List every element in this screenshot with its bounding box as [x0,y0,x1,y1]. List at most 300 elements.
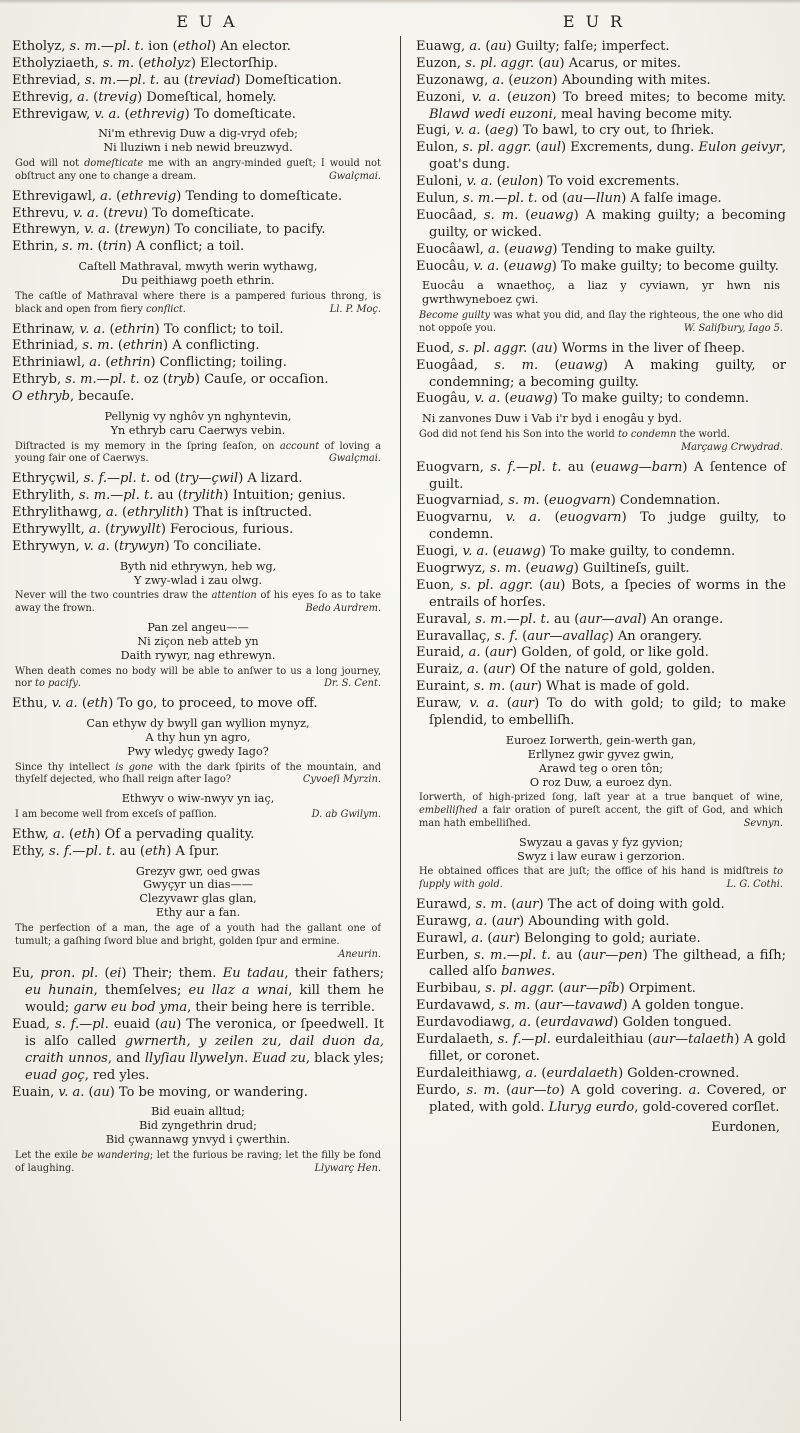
verse-line: Pellynig vy nghôv yn nghyntevin, [104,409,292,423]
text-run: ( [120,106,130,122]
verse-line: Du peithiawg poeth ethrin. [121,274,275,288]
verse-line: Can ethyw dy bwyll gan wyllion mynyz, [86,716,310,730]
dictionary-entry [416,998,786,1015]
text-run: aur—tavawd [539,998,623,1014]
text-run: Euawg, [416,39,470,54]
text-run: Euogi, [416,544,463,560]
text-run: ei [109,966,122,982]
text-run: Euogvarn, [416,459,491,475]
text-run: ) Electorſhip. [190,55,278,71]
dictionary-entry [416,56,786,73]
text-run: a. [100,188,113,204]
verse-line: Y zwy-wlad i zau olwg. [133,573,263,587]
citation-author: Llywarç Hen. [314,1162,381,1174]
verse-line: Pwy wledyç gwedy Iago? [127,744,269,758]
dictionary-entry [416,1032,786,1066]
text-run: aur—to [511,1082,560,1098]
text-run: s. m. [494,357,539,373]
text-run: s. m. [466,1082,500,1098]
dictionary-entry [12,1085,384,1102]
text-run: Eulun, [416,191,464,207]
text-run: Ethriniad, [12,338,83,354]
text-run: au—llun [567,191,622,207]
text-run: Ethryçwil, [12,471,84,487]
dictionary-entry [416,1015,786,1032]
text-run: Eurdo, [416,1082,467,1098]
verse-line: Erllynez gwir gyvez gwin, [527,747,675,761]
dictionary-entry [12,471,384,488]
text-run: domeſticate [84,158,144,170]
text-run: attention [211,590,257,602]
text-run: au ( [561,459,596,475]
dictionary-entry [416,897,786,914]
text-run: ( [521,560,531,576]
text-run: ) To make guilty, to condemn. [540,544,736,560]
text-run: Eurawl, [416,930,472,946]
text-run: account [279,440,320,452]
text-run: to condemn [617,429,677,441]
text-run: ( [517,628,528,644]
text-run: Euad zu [252,1050,306,1066]
translation-gloss [419,866,783,891]
text-run: v. a. [473,258,500,274]
citation-author: Marçawg Crwydrad. [681,441,783,453]
text-run: Eurben, [416,947,474,963]
text-run: ( [84,1084,94,1100]
left-column [12,39,399,1181]
dictionary-entry [416,914,786,931]
text-run: aur [511,696,535,712]
text-run: Euogrwyz, [416,560,490,576]
text-run: ) Domeſtical, homely. [137,89,277,105]
text-run: me with an angry-minded gueſt; I would not obſtruct any one to change a dream. [15,158,381,182]
dictionary-entry [416,1066,786,1083]
text-run: s. f.—pl. [55,1016,109,1032]
text-run: ) Worms in the liver of ſheep. [552,340,746,356]
text-run: of his eyes ſo as to take away the frown. [15,590,381,615]
verse-line: Bid çwannawg ynvyd i çwerthin. [105,1133,291,1147]
verse-quotation [12,127,384,155]
text-run: ) Domeſtication. [235,72,342,88]
text-run: Etholyz, [12,39,70,54]
text-run: Eurdaleithiawg, [416,1065,526,1081]
citation-author: W. Saliſbury, Iago 5. [683,322,783,334]
text-run: garw eu bod yma [73,1000,188,1016]
translation-gloss [419,310,783,335]
text-run: Euod, [416,340,459,356]
citation-author: Ll. P. Moç. [329,303,381,315]
text-run: ) To breed mites; to become mity. [551,89,786,105]
text-run: ( [93,239,103,255]
text-run: euawg [509,241,553,257]
text-run: Euraid, [416,645,469,661]
text-run: ethrylith [127,505,184,520]
citation-author: Bedo Aurdrem. [305,603,381,615]
text-run: v. a. [471,89,501,105]
text-run: ) Ferocious, furious. [160,521,294,537]
text-run: . [499,879,503,891]
text-run: euawg [508,258,552,274]
text-run: ) What is made of gold. [536,679,690,695]
text-run: ( [500,391,510,407]
text-run: ) To make guilty; to condemn. [552,391,750,407]
text-run: v. a. [84,222,111,238]
verse-line: Ni lluziwn i neb newid breuzwyd. [103,141,293,155]
text-run: I am become well from exceſs of paſſion. [15,808,217,820]
text-run: ( [88,89,99,105]
text-run: ) A ſpur. [166,843,220,859]
text-run: Euzonawg, [416,72,493,88]
dictionary-entry [12,539,384,556]
text-run: ) A conflict; a toil. [126,239,245,255]
text-run: , goat's dung. [429,140,787,173]
dictionary-entry [12,505,384,522]
text-run: ( [480,645,490,661]
text-run: ) Conflicting; toiling. [150,355,287,371]
text-run: Euon, [416,577,461,593]
text-run: Eurawg, [416,913,476,929]
text-run: . [551,964,556,980]
text-run: ( [77,696,87,712]
text-run: euawg [530,207,574,223]
citation-author: Gwalçmai. [328,453,381,465]
translation-gloss [15,1150,381,1175]
text-run: s. m.—pl. t. [463,191,538,207]
text-run: s. pl. aggr. [485,981,555,997]
text-run: God will not [15,158,85,170]
text-run: aur [489,645,513,661]
text-run: v. a. [51,696,78,712]
text-run: Ethrylithawg, [12,505,107,520]
text-run: ( [100,521,111,537]
text-run: aeg [489,123,514,139]
verse-line: O roz Duw, a euroez dyn. [529,775,673,789]
text-run: s. m. [475,896,507,912]
text-run: ( [487,913,497,929]
text-run: s. m. [62,239,94,255]
verse-line: Swyzau a gavas y fyz gyvion; [518,835,684,849]
text-run: ) An orangery. [608,628,702,644]
text-run: , meal having become mity. [552,106,733,122]
text-run: ) Tending to domeſticate. [176,188,343,204]
text-run: , becauſe. [69,389,135,405]
page-header-left: EUA [176,12,246,31]
text-run: llyſiau llywelyn [144,1050,245,1066]
text-run: banwes [501,964,552,980]
dictionary-entry [12,189,384,206]
text-run: ( [101,355,111,371]
text-run: O ethryb [12,389,70,405]
verse-line: Bid zyngethrin drud; [139,1119,257,1133]
text-run: trin [102,239,127,255]
text-run: Etholyziaeth, [12,55,103,71]
text-run: ) A falſe image. [621,191,722,207]
text-run: od ( [537,191,568,207]
translation-gloss [15,666,381,691]
text-run: s. f.—pl. [497,1032,551,1048]
text-run: Ethrevig, [12,89,78,105]
text-run: ( [492,174,502,190]
text-run: Euocâawl, [416,241,489,257]
text-run: Ethrevigaw, [12,106,95,122]
text-run: aur—avallaç [527,628,609,644]
text-run: ( [98,966,110,982]
text-run: is gone [115,761,154,773]
text-run: v. a. [79,321,106,337]
text-run: ) Guiltineſs, guilt. [573,560,690,576]
text-run: ethrin [110,355,151,371]
text-run: ) Golden tongued. [613,1015,732,1031]
text-run: ) To conflict; to toil. [154,321,284,337]
text-run: s. pl. aggr. [458,340,528,356]
citation-author: D. ab Gwilym. [311,808,381,820]
text-run: conflict [146,303,183,315]
text-run: ( [500,89,513,105]
dictionary-entry [416,612,786,629]
dictionary-entry [416,629,786,646]
text-run: gwrnerth, y zeilen zu, dail duon da, craith unnos [25,1033,385,1066]
text-run: ( [481,39,491,54]
dictionary-entry [12,222,384,239]
text-run: Eurdavodiawg, [416,1015,520,1031]
text-run: trywyllt [110,521,161,537]
text-run: was what you did, and ſlay the righteous, the one who did not oppoſe you. [419,310,783,334]
text-run: s. m.—pl. t. [78,488,154,504]
text-run: ( [531,1015,541,1031]
dictionary-entry [416,191,786,208]
text-run: Euocâu, [416,258,474,274]
text-run: eth [86,696,109,712]
text-run: Euloni, [416,174,467,190]
text-run: ) That is inſtructed. [183,505,313,520]
text-run: s. m.—pl. t. [475,611,550,627]
text-run: Eulon geivyr [698,140,782,156]
text-run: ( [488,544,498,560]
verse-line: Ni'm ethrevig Duw a dig-vryd ofeb; [98,127,298,141]
text-run: Ni zanvones Duw i Vab i'r byd i enogâu y byd. [422,412,682,426]
prose-quotation [422,412,780,426]
text-run: oz ( [139,372,168,388]
dictionary-entry [416,242,786,259]
text-run: Euzoni, [416,89,472,105]
text-run: Euraiz, [416,662,468,678]
dictionary-entry [416,208,786,242]
text-run: ( [117,505,128,520]
dictionary-entry [12,844,384,861]
text-run: Euogâu, [416,391,475,407]
text-run: eurdaleithiau ( [550,1032,653,1048]
text-run: Eu, [12,966,41,982]
text-run: , themſelves; [93,983,189,999]
translation-gloss [15,809,381,822]
text-run: Euravallaç, [416,628,495,644]
text-run: The perfection of a man, the age of a youth had the gallant one of tumult; a gaſhing ſword blue and bright, golden ſpur and ermine. [15,923,381,947]
verse-line: Grezyv gwr, oed gwas [135,864,261,878]
text-run: Blawd wedi euzoni [429,106,553,122]
text-run: ) Guilty; falſe; imperfect. [506,39,670,54]
text-run: ) The veronica, or ſpeedwell. It is alſo called [25,1016,385,1049]
text-run: ( [533,577,545,593]
text-run: Lluryg eurdo [548,1099,635,1115]
sub-entry [12,389,384,406]
text-run: a. [88,521,101,537]
text-run: Euad, [12,1016,56,1032]
text-run: Euraint, [416,679,474,695]
text-run: ) Of the nature of gold, golden. [510,662,716,678]
text-run: ) To judge guilty, to condemn. [429,510,786,543]
text-run: ( [530,998,540,1014]
text-run: Ethrin, [12,239,63,255]
text-run: ( [499,1082,512,1098]
text-run: ethol [177,39,212,54]
text-run: s. pl. aggr. [460,577,534,593]
text-run: euawg—barn [595,459,683,475]
text-run: eu hunain [25,983,94,999]
verse-quotation [12,717,384,759]
text-run: Eurdalaeth, [416,1032,498,1048]
translation-gloss [419,792,783,830]
text-run: ( [98,205,109,221]
text-run: a. [519,1015,532,1031]
text-run: au ( [153,488,183,504]
text-run: ) The gilthead, a fiſh; called alſo [429,947,786,980]
text-run: ) A gold covering. [559,1082,689,1098]
text-run: Euzon, [416,55,466,71]
text-run: a. [469,39,482,54]
text-run: ) To conciliate. [164,538,262,554]
text-run: eth [144,843,167,859]
text-run: eurdalaeth [546,1065,619,1081]
dictionary-entry [416,358,786,392]
text-run: au [93,1084,110,1100]
citation-author: Gwalçmai. [328,170,381,182]
text-run: ) To do with gold; to gild; to make ſplendid, to embelliſh. [429,696,786,728]
text-run: ) Abounding with mites. [552,72,711,88]
text-run: ) An elector. [211,39,291,54]
dictionary-entry [416,679,786,696]
dictionary-entry [416,140,786,174]
text-run: Let the exile [15,1150,82,1162]
text-run: ( [537,1065,547,1081]
text-run: God did not ſend his Son into the world [419,429,618,441]
verse-line: Euroez Iorwerth, gein-werth gan, [505,733,697,747]
translation-gloss [15,441,381,466]
verse-quotation [12,560,384,588]
text-run: s. f. [494,628,518,644]
translation-gloss [15,923,381,961]
dictionary-entry [12,488,384,505]
verse-line: A thy hun yn agro, [145,730,251,744]
text-run: od ( [150,471,180,487]
text-run: Euain, [12,1084,59,1100]
text-run: be wandering [81,1150,150,1162]
text-run: aur—pîb [563,981,620,997]
text-run: ) A gold fillet, or coronet. [429,1032,786,1064]
dictionary-entry [416,460,786,494]
text-run: ( [554,981,564,997]
text-run: embelliſhed [419,805,478,817]
text-run: eulon [501,174,539,190]
text-run: v. a. [466,174,493,190]
citation-author: L. G. Cothi. [726,879,783,891]
text-run: s. m. [473,679,506,695]
text-run: a. [525,1065,538,1081]
text-run: of loving a young fair one of Caerwys. [15,440,381,465]
catchword: Eurdonen, [711,1120,780,1136]
dictionary-entry [416,931,786,948]
text-run: Since thy intellect [15,761,116,773]
text-run: to ſupply with gold [419,866,783,891]
dictionary-entry [12,338,384,355]
text-run: v. a. [72,205,99,221]
text-run: Eugi, [416,123,455,139]
text-run: ( [483,930,493,946]
text-run: Iorwerth, of high-prized ſong, laſt year at a true banquet of wine, [419,792,783,804]
dictionary-entry [12,39,384,56]
dictionary-entry [416,981,786,998]
text-run: au ( [549,611,580,627]
dictionary-entry [416,123,786,140]
verse-line: Yn ethryb caru Caerwys vebin. [110,423,286,437]
text-run: He obtained offices that are juſt; the office of his hand is midſtreis [419,866,774,878]
text-run: au [544,577,561,593]
text-run: a. [106,505,118,520]
dictionary-entry [12,827,384,844]
text-run: ) Tending to make guilty. [552,241,716,257]
text-run: ( [504,72,514,88]
text-run: treviad [188,72,236,88]
verse-quotation [12,621,384,663]
text-run: ) Condemnation. [610,493,721,509]
citation-author: Sevnyn. [743,817,783,829]
text-run: ) To domeſticate. [143,205,255,221]
text-run: , and [107,1050,145,1066]
text-run: ) The act of doing with gold. [538,896,725,912]
text-run: Euraval, [416,611,476,627]
text-run: v. a. [462,544,489,560]
dictionary-entry [416,510,786,544]
text-run: the world. [676,429,731,441]
text-run: ) Intuition; genius. [223,488,346,504]
text-run: ) To void excrements. [538,174,680,190]
text-run: , their fathers; [284,966,384,982]
text-run: ) A lizard. [238,471,303,487]
text-run: eu llaz a wnai [188,983,289,999]
text-run: s. m. [82,338,114,354]
text-run: Ethw, [12,826,53,842]
text-run: a. [467,662,479,678]
text-run: euzon [513,72,553,88]
text-run: tryb [167,372,195,388]
dictionary-entry [416,948,786,982]
text-run: , their being here is terrible. [187,1000,376,1016]
text-run: Ethrinaw, [12,321,80,337]
text-run: s. m. [498,998,531,1014]
text-run: aul [540,140,561,156]
dictionary-entry [12,1017,384,1085]
text-run: Eurbibau, [416,981,486,997]
text-run: Covered, or plated, with gold. [429,1082,786,1115]
text-run: Diſtracted is my memory in the ſpring ſeaſon, on [15,440,280,452]
text-run: Never will the two countries draw the [15,590,212,602]
text-run: euawg [509,391,553,407]
text-run: Become guilty [419,310,491,322]
dictionary-entry [416,341,786,358]
text-run: trylith [182,488,224,504]
dictionary-entry [12,56,384,73]
text-run: aur [488,662,511,678]
text-run: s. m. [102,55,135,71]
